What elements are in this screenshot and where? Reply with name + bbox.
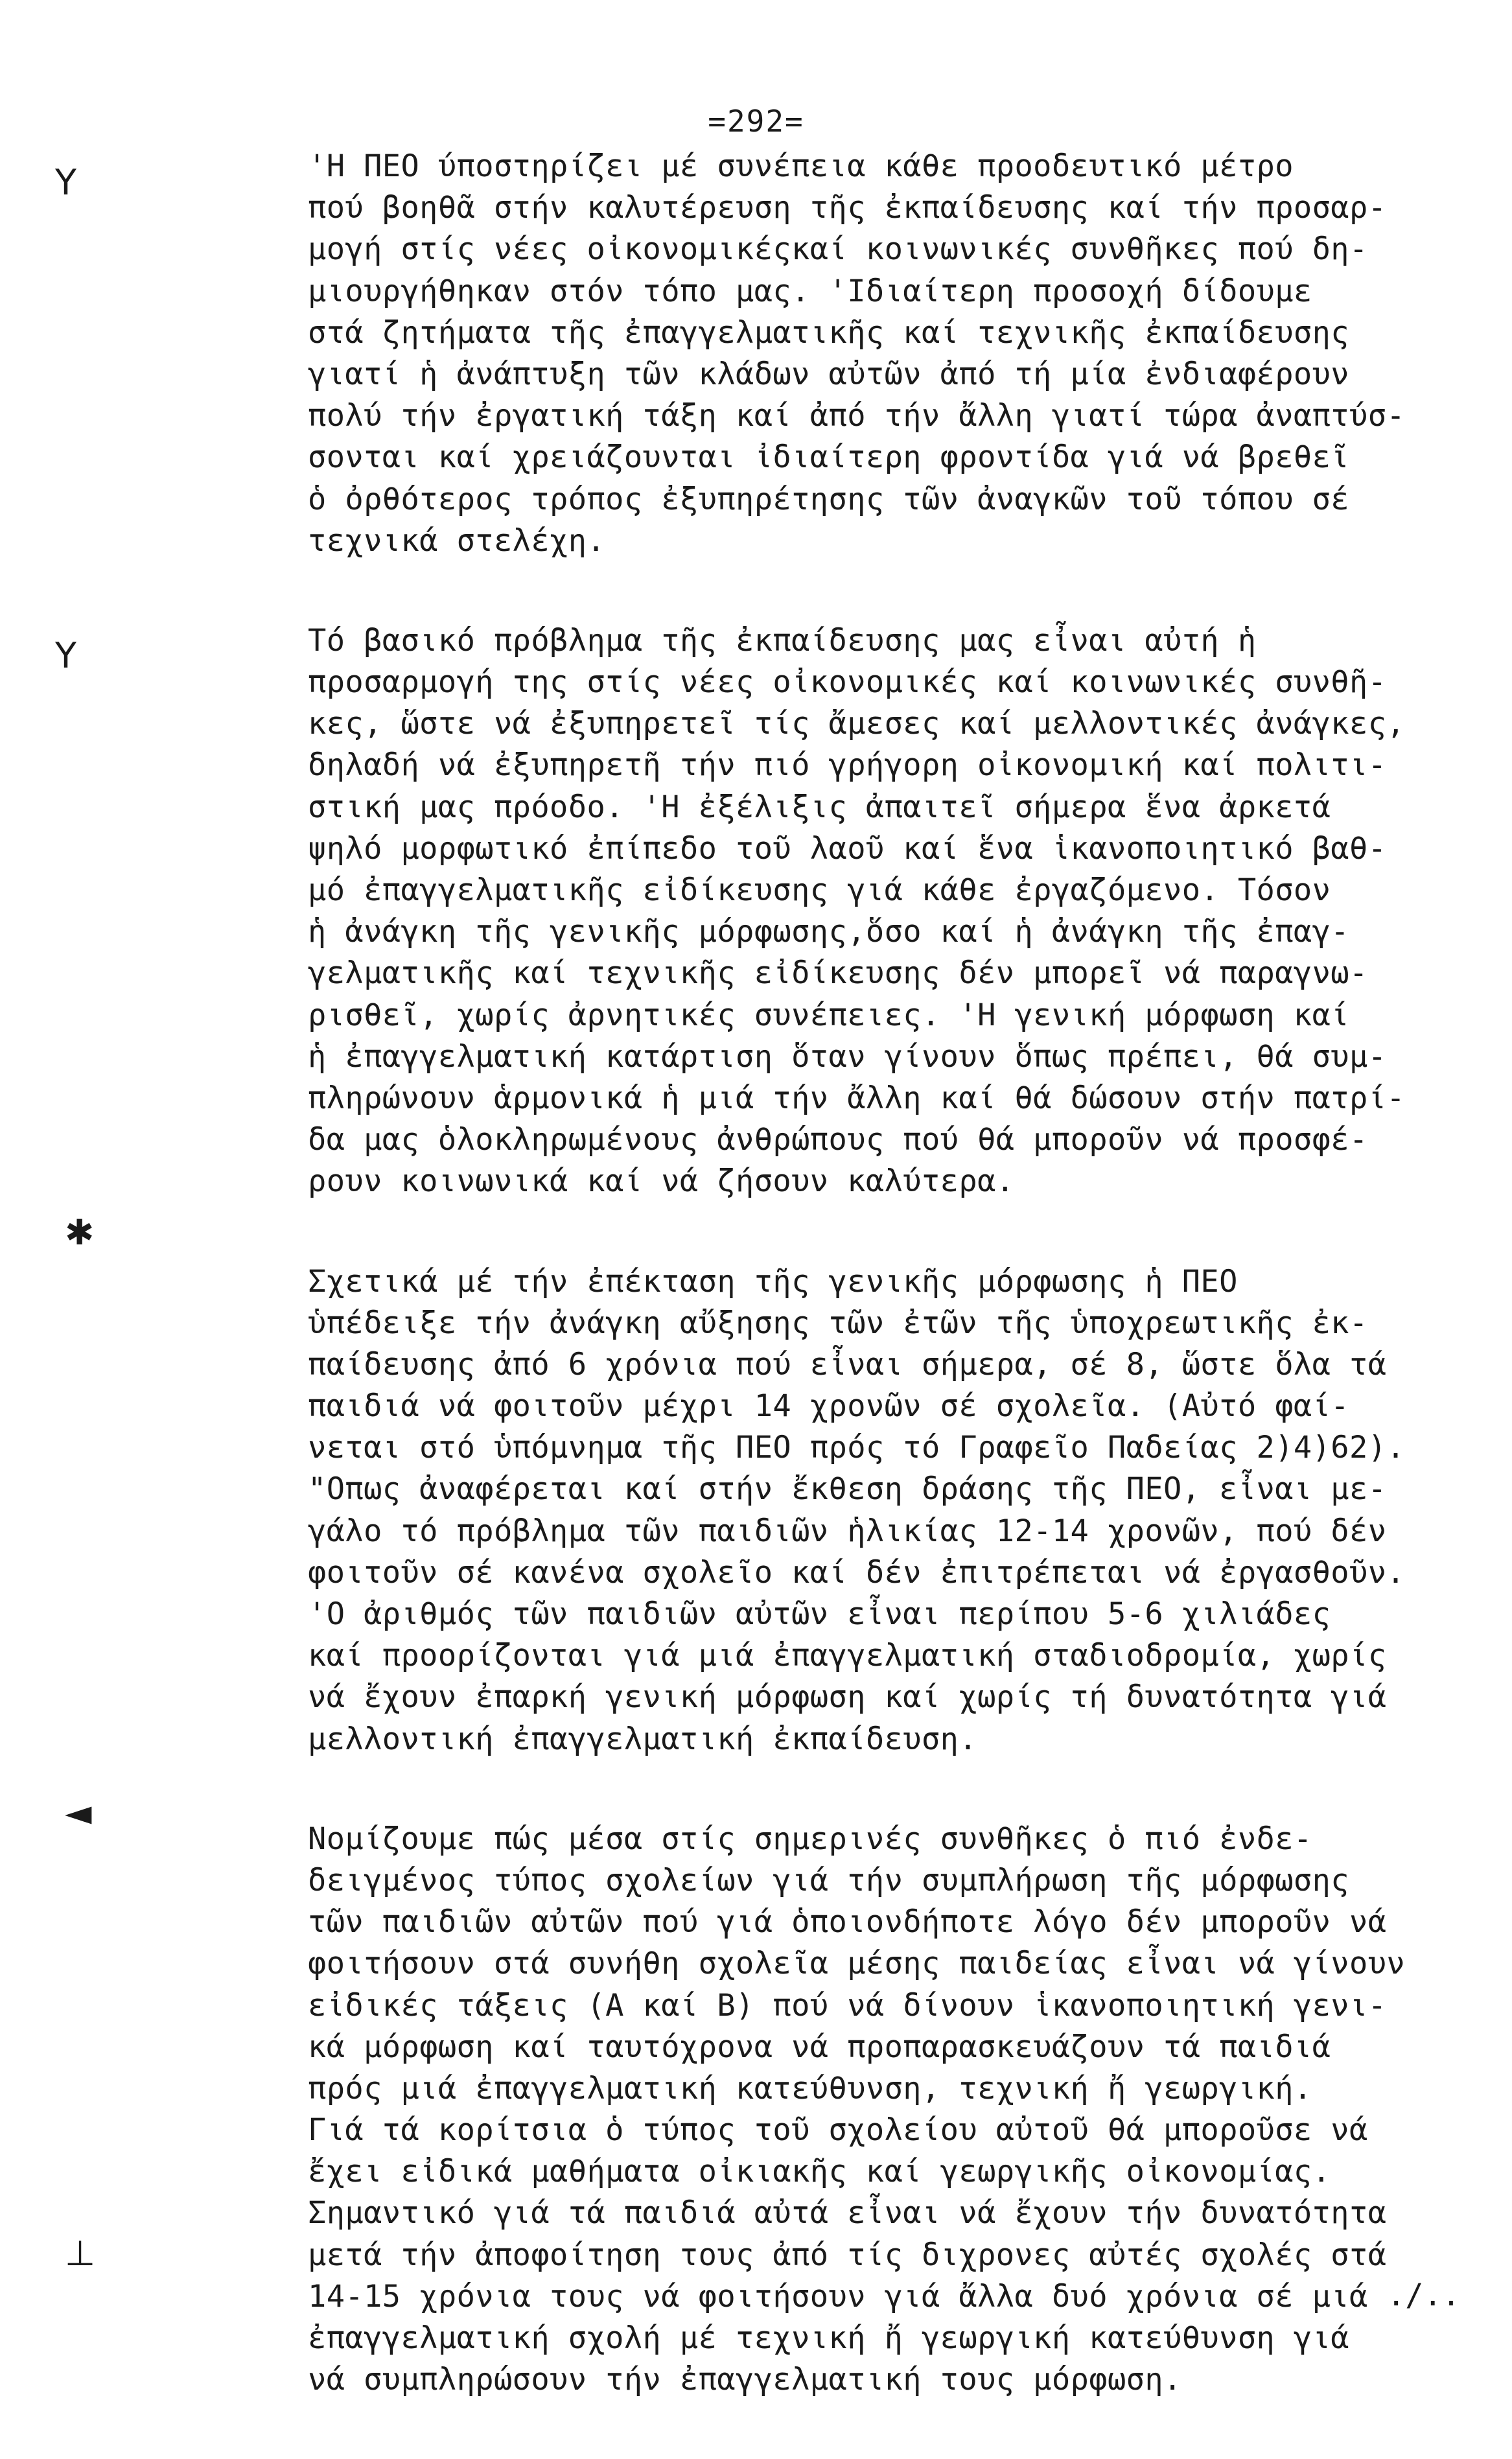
text-line: κά μόρφωση καί ταυτόχρονα νά προπαρασκευάζουν τά παιδιά: [308, 2029, 1331, 2065]
continuation-mark: ./..: [1387, 2278, 1461, 2313]
page-number: =292=: [708, 104, 804, 139]
text-line: ρισθεῖ, χωρίς ἀρνητικές συνέπειες. 'Η γενική μόρφωση καί: [308, 997, 1349, 1033]
text-line: ρουν κοινωνικά καί νά ζήσουν καλύτερα.: [308, 1163, 1015, 1200]
text-line: Τό βασικό πρόβλημα τῆς ἐκπαίδευσης μας εἶναι αὐτή ἡ: [308, 622, 1257, 658]
text-line: γιατί ἡ ἀνάπτυξη τῶν κλάδων αὐτῶν ἀπό τή μία ἐνδιαφέρουν: [308, 356, 1349, 392]
body-text: [308, 146, 1507, 2459]
text-line: πρός μιά ἐπαγγελματική κατεύθυνση, τεχνική ἤ γεωργική.: [308, 2070, 1312, 2106]
margin-mark-anchor-icon: ⊥: [65, 2233, 96, 2274]
text-line: ἡ ἀνάγκη τῆς γενικῆς μόρφωσης,ὅσο καί ἡ ἀνάγκη τῆς ἐπαγ-: [308, 914, 1349, 950]
text-line: ὁ ὀρθότερος τρόπος ἐξυπηρέτησης τῶν ἀναγκῶν τοῦ τόπου σέ: [308, 481, 1349, 517]
paragraph-3: [308, 1261, 1507, 1760]
text-line: 14-15 χρόνια τους νά φοιτήσουν γιά ἄλλα δυό χρόνια σέ μιά: [308, 2278, 1368, 2314]
text-line: δειγμένος τύπος σχολείων γιά τήν συμπλήρωση τῆς μόρφωσης: [308, 1862, 1349, 1898]
margin-mark-arrow-icon: ◄: [65, 1792, 92, 1833]
text-line: πού βοηθᾶ στήν καλυτέρευση τῆς ἐκπαίδευσης καί τήν προσαρ-: [308, 190, 1387, 226]
text-line: παιδιά νά φοιτοῦν μέχρι 14 χρονῶν σέ σχολεῖα. (Αὐτό φαί-: [308, 1388, 1349, 1425]
text-line: μιουργήθηκαν στόν τόπο μας. 'Ιδιαίτερη προσοχή δίδουμε: [308, 273, 1312, 309]
margin-mark-y-icon: Y: [55, 635, 76, 676]
text-line: νά ἔχουν ἐπαρκή γενική μόρφωση καί χωρίς τή δυνατότητα γιά: [308, 1679, 1387, 1716]
margin-mark-y-icon: Y: [55, 162, 76, 203]
text-line: τεχνικά στελέχη.: [308, 522, 606, 559]
text-line: εἰδικές τάξεις (Α καί Β) πού νά δίνουν ἱκανοποιητική γενι-: [308, 1987, 1387, 2023]
text-line: Γιά τά κορίτσια ὁ τύπος τοῦ σχολείου αὐτοῦ θά μποροῦσε νά: [308, 2112, 1368, 2149]
text-line: ψηλό μορφωτικό ἐπίπεδο τοῦ λαοῦ καί ἕνα ἱκανοποιητικό βαθ-: [308, 830, 1387, 867]
text-line: πληρώνουν ἁρμονικά ἡ μιά τήν ἄλλη καί θά δώσουν στήν πατρί-: [308, 1080, 1406, 1116]
text-line: γάλο τό πρόβλημα τῶν παιδιῶν ἡλικίας 12-14 χρονῶν, πού δέν: [308, 1513, 1387, 1549]
text-line: Νομίζουμε πώς μέσα στίς σημερινές συνθῆκες ὁ πιό ἐνδε-: [308, 1821, 1312, 1857]
text-line: καί προορίζονται γιά μιά ἐπαγγελματική σταδιοδρομία, χωρίς: [308, 1638, 1387, 1674]
text-line: προσαρμογή της στίς νέες οἰκονομικές καί κοινωνικές συνθῆ-: [308, 664, 1387, 701]
text-line: 'Ο ἀριθμός τῶν παιδιῶν αὐτῶν εἶναι περίπου 5-6 χιλιάδες: [308, 1596, 1331, 1632]
text-line: νεται στό ὑπόμνημα τῆς ΠΕΟ πρός τό Γραφεῖο Παδείας 2)4)62).: [308, 1430, 1406, 1466]
text-line: μό ἐπαγγελματικῆς εἰδίκευσης γιά κάθε ἐργαζόμενο. Τόσον: [308, 872, 1331, 908]
text-line: νά συμπληρώσουν τήν ἐπαγγελματική τους μόρφωση.: [308, 2362, 1182, 2398]
text-line: 'Η ΠΕΟ ύποστηρίζει μέ συνέπεια κάθε προοδευτικό μέτρο: [308, 148, 1294, 184]
text-line: φοιτήσουν στά συνήθη σχολεῖα μέσης παιδείας εἶναι νά γίνουν: [308, 1946, 1406, 1982]
text-line: φοιτοῦν σέ κανένα σχολεῖο καί δέν ἐπιτρέπεται νά ἐργασθοῦν.: [308, 1554, 1406, 1591]
text-line: Σημαντικό γιά τά παιδιά αὐτά εἶναι νά ἔχουν τήν δυνατότητα: [308, 2195, 1387, 2232]
text-line: "Οπως ἀναφέρεται καί στήν ἔκθεση δράσης τῆς ΠΕΟ, εἶναι με-: [308, 1471, 1387, 1508]
text-line: δα μας ὁλοκληρωμένους ἀνθρώπους πού θά μποροῦν νά προσφέ-: [308, 1122, 1368, 1158]
text-line: Σχετικά μέ τήν ἐπέκταση τῆς γενικῆς μόρφωσης ἡ ΠΕΟ: [308, 1263, 1238, 1299]
text-line: σονται καί χρειάζουνται ἰδιαίτερη φροντίδα γιά νά βρεθεῖ: [308, 439, 1349, 476]
text-line: ἐπαγγελματική σχολή μέ τεχνική ἤ γεωργική κατεύθυνση γιά: [308, 2320, 1349, 2356]
paragraph-2: [308, 620, 1507, 1203]
text-line: μελλοντική ἐπαγγελματική ἐκπαίδευση.: [308, 1721, 978, 1757]
paragraph-4: [308, 1819, 1507, 2401]
text-line: κες, ὥστε νά ἐξυπηρετεῖ τίς ἄμεσες καί μελλοντικές ἀνάγκες,: [308, 706, 1406, 742]
text-line: πολύ τήν ἐργατική τάξη καί ἀπό τήν ἄλλη γιατί τώρα ἀναπτύσ-: [308, 398, 1406, 434]
text-line: ἔχει εἰδικά μαθήματα οἰκιακῆς καί γεωργικῆς οἰκονομίας.: [308, 2154, 1331, 2190]
text-line: μογή στίς νέες οἰκονομικέςκαί κοινωνικές συνθῆκες πού δη-: [308, 231, 1368, 268]
text-line: μετά τήν ἀποφοίτηση τους ἀπό τίς διχρονες αὐτές σχολές στά: [308, 2237, 1387, 2273]
margin-mark-asterisk-icon: ✱: [65, 1212, 95, 1253]
text-line: ἡ ἐπαγγελματική κατάρτιση ὅταν γίνουν ὅπως πρέπει, θά συμ-: [308, 1038, 1387, 1075]
text-line: δηλαδή νά ἐξυπηρετῆ τήν πιό γρήγορη οἰκονομική καί πολιτι-: [308, 747, 1387, 784]
text-line: στική μας πρόοδο. 'Η ἐξέλιξις ἀπαιτεῖ σήμερα ἕνα ἀρκετά: [308, 789, 1331, 825]
paragraph-1: [308, 146, 1507, 562]
text-line: στά ζητήματα τῆς ἐπαγγελματικῆς καί τεχνικῆς ἐκπαίδευσης: [308, 314, 1349, 351]
text-line: γελματικῆς καί τεχνικῆς εἰδίκευσης δέν μπορεῖ νά παραγνω-: [308, 955, 1368, 992]
text-line: ὑπέδειξε τήν ἀνάγκη αὔξησης τῶν ἐτῶν τῆς ὑποχρεωτικῆς ἐκ-: [308, 1305, 1368, 1341]
text-line: παίδευσης ἀπό 6 χρόνια πού εἶναι σήμερα, σέ 8, ὥστε ὅλα τά: [308, 1346, 1387, 1382]
text-line: τῶν παιδιῶν αὐτῶν πού γιά ὁποιονδήποτε λόγο δέν μποροῦν νά: [308, 1904, 1387, 1940]
